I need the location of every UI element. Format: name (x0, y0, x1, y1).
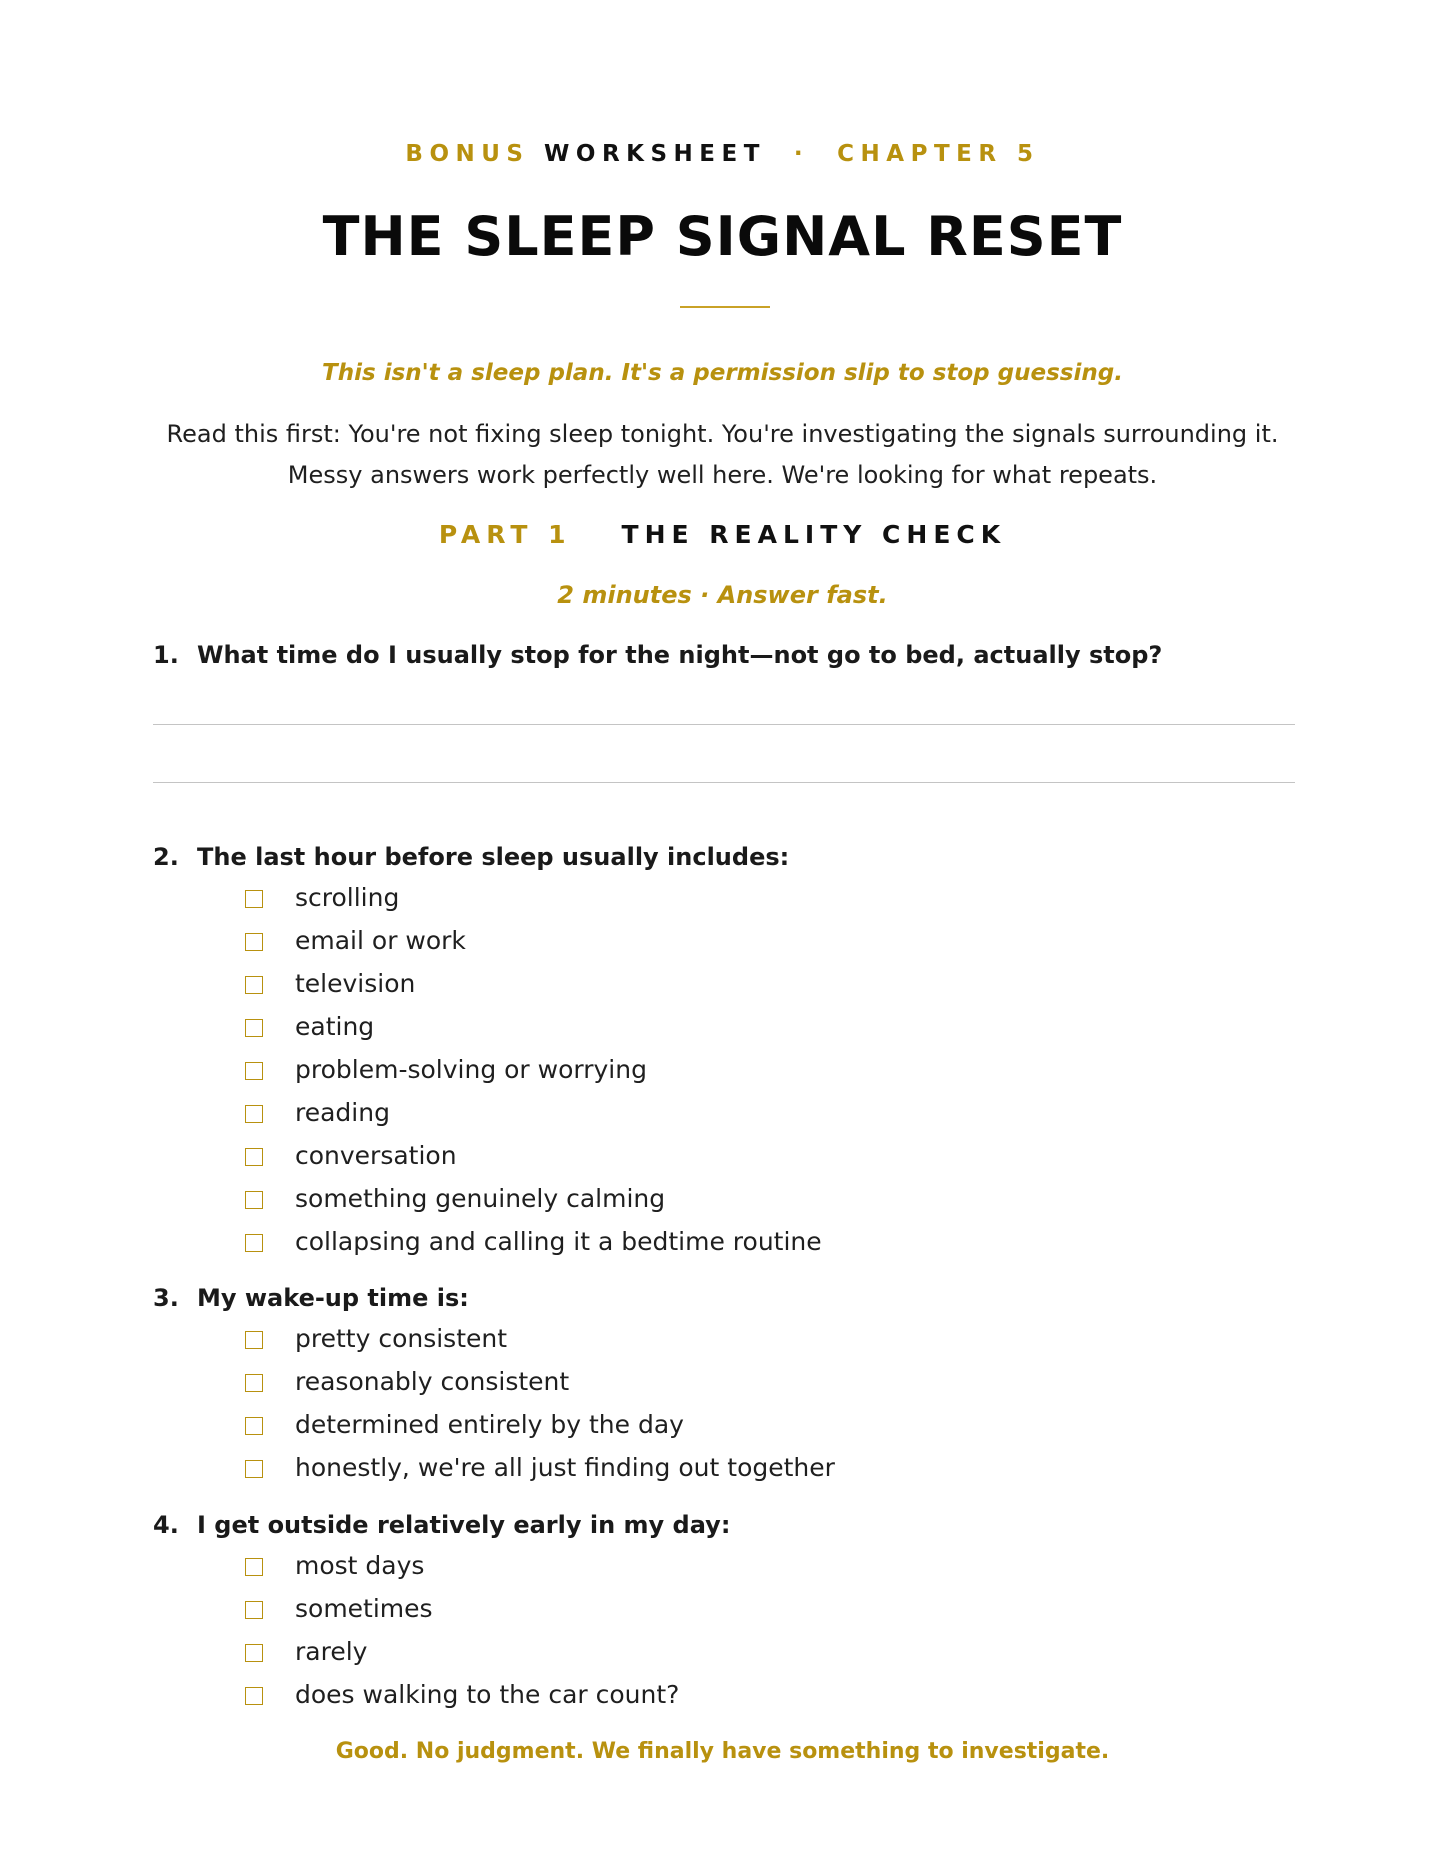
page-title: THE SLEEP SIGNAL RESET (322, 205, 1123, 268)
option-item[interactable] (245, 1134, 822, 1177)
title-divider (680, 306, 770, 308)
checkbox-icon[interactable] (245, 1687, 263, 1705)
option-label: rarely (295, 1637, 368, 1666)
checkbox-icon[interactable] (245, 1417, 263, 1435)
option-label: television (295, 969, 416, 998)
option-label: honestly, we're all just finding out together (295, 1453, 835, 1482)
checkbox-icon[interactable] (245, 933, 263, 951)
option-item[interactable] (245, 1360, 835, 1403)
question-3 (153, 1284, 469, 1312)
checkbox-icon[interactable] (245, 890, 263, 908)
option-label: something genuinely calming (295, 1184, 666, 1213)
option-item[interactable] (245, 1220, 822, 1263)
question-number: 4. (153, 1511, 179, 1539)
part-note: 2 minutes · Answer fast. (557, 581, 888, 609)
question-1 (153, 641, 1162, 669)
option-label: conversation (295, 1141, 457, 1170)
part-title: THE REALITY CHECK (621, 520, 1007, 549)
checkbox-icon[interactable] (245, 1374, 263, 1392)
option-item[interactable] (245, 1587, 679, 1630)
option-item[interactable] (245, 919, 822, 962)
closing-note: Good. No judgment. We finally have something to investigate. (335, 1739, 1110, 1764)
answer-line-1[interactable] (153, 724, 1295, 725)
option-label: email or work (295, 926, 466, 955)
option-item[interactable] (245, 1446, 835, 1489)
question-number: 3. (153, 1284, 179, 1312)
checkbox-icon[interactable] (245, 1062, 263, 1080)
eyebrow-separator: · (793, 141, 810, 167)
option-item[interactable] (245, 1091, 822, 1134)
option-label: most days (295, 1551, 425, 1580)
eyebrow-worksheet: WORKSHEET (544, 141, 766, 167)
checkbox-icon[interactable] (245, 1019, 263, 1037)
worksheet-eyebrow (0, 141, 1445, 167)
question-number: 2. (153, 843, 179, 871)
question-text: What time do I usually stop for the night—not go to bed, actually stop? (197, 641, 1163, 669)
option-label: scrolling (295, 883, 400, 912)
checkbox-icon[interactable] (245, 1191, 263, 1209)
checkbox-icon[interactable] (245, 1558, 263, 1576)
option-label: does walking to the car count? (295, 1680, 680, 1709)
question-4-options (245, 1544, 679, 1716)
eyebrow-chapter: CHAPTER 5 (837, 141, 1040, 167)
option-label: pretty consistent (295, 1324, 508, 1353)
option-item[interactable] (245, 1544, 679, 1587)
question-2 (153, 843, 789, 871)
part-heading (0, 520, 1445, 549)
part-label: PART 1 (438, 520, 572, 549)
option-label: eating (295, 1012, 375, 1041)
checkbox-icon[interactable] (245, 1234, 263, 1252)
option-item[interactable] (245, 1630, 679, 1673)
checkbox-icon[interactable] (245, 1601, 263, 1619)
checkbox-icon[interactable] (245, 1331, 263, 1349)
intro-paragraph: Read this first: You're not fixing sleep tonight. You're investigating the signals surrounding it. Messy answers work perfectly well here. We're looking for what repeats. (166, 420, 1279, 489)
option-label: sometimes (295, 1594, 433, 1623)
question-4 (153, 1511, 730, 1539)
option-item[interactable] (245, 876, 822, 919)
eyebrow-bonus: BONUS (405, 141, 530, 167)
option-item[interactable] (245, 1317, 835, 1360)
checkbox-icon[interactable] (245, 1105, 263, 1123)
option-label: reasonably consistent (295, 1367, 570, 1396)
checkbox-icon[interactable] (245, 1148, 263, 1166)
checkbox-icon[interactable] (245, 1460, 263, 1478)
option-item[interactable] (245, 1048, 822, 1091)
question-2-options (245, 876, 822, 1263)
tagline: This isn't a sleep plan. It's a permission slip to stop guessing. (322, 360, 1123, 386)
option-item[interactable] (245, 1005, 822, 1048)
option-item[interactable] (245, 1177, 822, 1220)
answer-line-2[interactable] (153, 782, 1295, 783)
question-text: The last hour before sleep usually includes: (197, 843, 790, 871)
question-3-options (245, 1317, 835, 1489)
option-label: determined entirely by the day (295, 1410, 684, 1439)
question-number: 1. (153, 641, 179, 669)
checkbox-icon[interactable] (245, 976, 263, 994)
checkbox-icon[interactable] (245, 1644, 263, 1662)
option-item[interactable] (245, 962, 822, 1005)
option-item[interactable] (245, 1673, 679, 1716)
question-text: My wake-up time is: (197, 1284, 469, 1312)
option-label: problem-solving or worrying (295, 1055, 647, 1084)
option-label: reading (295, 1098, 390, 1127)
option-item[interactable] (245, 1403, 835, 1446)
option-label: collapsing and calling it a bedtime routine (295, 1227, 822, 1256)
question-text: I get outside relatively early in my day: (197, 1511, 731, 1539)
